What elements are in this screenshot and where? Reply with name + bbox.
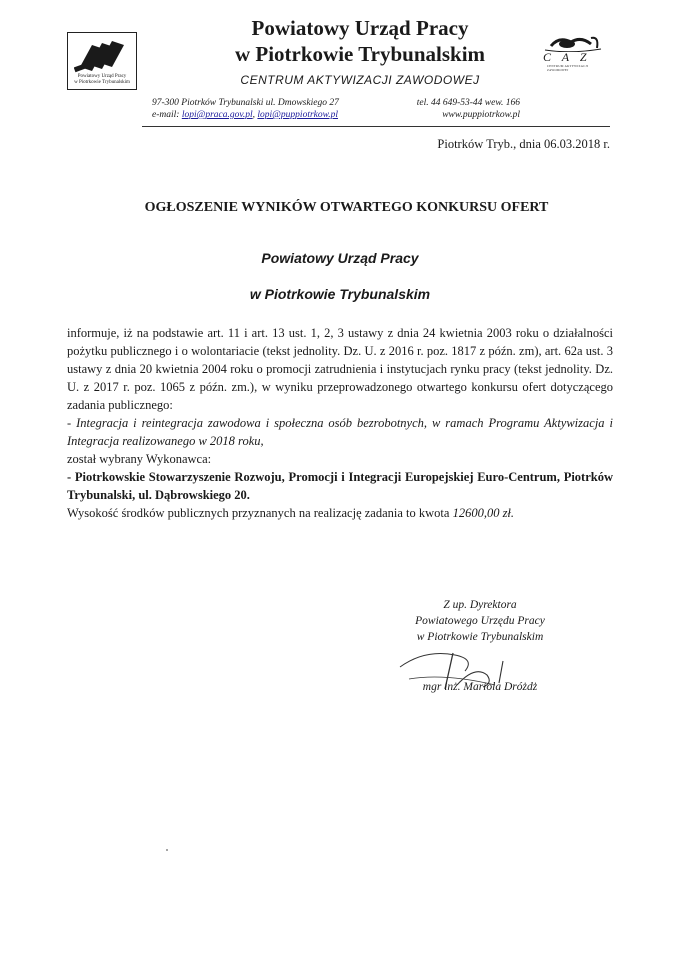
org-name-line1: Powiatowy Urząd Pracy [261,250,419,266]
logo-caption-line2: w Piotrkowie Trybunalskim [74,80,130,85]
hands-cards-icon [74,37,130,73]
announcement-body [67,324,613,522]
header-divider [142,126,610,127]
signatory-name: mgr inż. Mariola Dróżdż [422,681,538,693]
task-description: - Integracja i reintegracja zawodowa i społeczna osób bezrobotnych, w ramach Programu Aktywizacja i Integracja realizowanego w 2018 roku, [67,416,613,448]
email-separator: , [252,110,256,120]
winner-name: - Piotrkowskie Stowarzyszenie Rozwoju, Promocji i Integracji Europejskiej Euro-Centrum, Piotrków Trybunalski, ul. Dąbrowskiego 20. [67,470,613,502]
phone-number: tel. 44 649-53-44 wew. 166 [416,98,520,108]
address-block [152,97,372,121]
website: www.puppiotrkow.pl [442,110,520,120]
funds-amount: 12600,00 zł. [452,506,515,520]
announcement-title: OGŁOSZENIE WYNIKÓW OTWARTEGO KONKURSU OFERT [144,200,549,215]
scan-speck [166,849,168,851]
office-title-line2: w Piotrkowie Trybunalskim [234,42,486,66]
caz-logo [537,34,609,74]
funds-text: Wysokość środków publicznych przyznanych na realizację zadania to kwota [67,506,453,520]
contact-block [380,97,520,121]
office-subtitle: CENTRUM AKTYWIZACJI ZAWODOWEJ [240,73,480,87]
postal-address: 97-300 Piotrków Trybunalski ul. Dmowskiego 27 [152,98,339,108]
date-line: Piotrków Tryb., dnia 06.03.2018 r. [437,137,610,151]
logo-caption-line1: Powiatowy Urząd Pracy [77,74,127,79]
signature-line1: Z up. Dyrektora [443,599,517,611]
email-label: e-mail: [152,110,180,120]
caz-caption: CENTRUM AKTYWIZACJI ZAWODOWEJ [547,64,589,72]
funds-paragraph [67,504,613,522]
chosen-label: został wybrany Wykonawca: [67,452,212,466]
signature-line3: w Piotrkowie Trybunalskim [416,631,544,643]
logo-caption [70,74,134,86]
pup-logo [67,32,137,90]
intro-paragraph: informuje, iż na podstawie art. 11 i art. 13 ust. 1, 2, 3 ustawy z dnia 24 kwietnia 2003 roku o działalności pożytku publicznego i o wolontariacie (tekst jednolity. Dz. U. z 2016 r. poz. 1817 z późn. zm), art. 62a ust. 3 ustawy z dnia 20 kwietnia 2004 roku o promocji zatrudnienia i instytucjach rynku pracy (tekst jednolity. Dz. U. z 2017 r. poz. 1065 z późn. zm.), w wyniku przeprowadzonego otwartego konkursu ofert dotyczącego zadania publicznego: [67,326,613,412]
org-name-line2: w Piotrkowie Trybunalskim [249,286,431,302]
email-line [152,109,372,121]
signature-line2: Powiatowego Urzędu Pracy [415,615,545,627]
email-link-1[interactable]: lopi@praca.gov.pl [181,110,253,120]
office-title-line1: Powiatowy Urząd Pracy [251,16,469,40]
caz-letters: C A Z [543,50,591,64]
email-link-2[interactable]: lopi@puppiotrkow.pl [257,110,339,120]
